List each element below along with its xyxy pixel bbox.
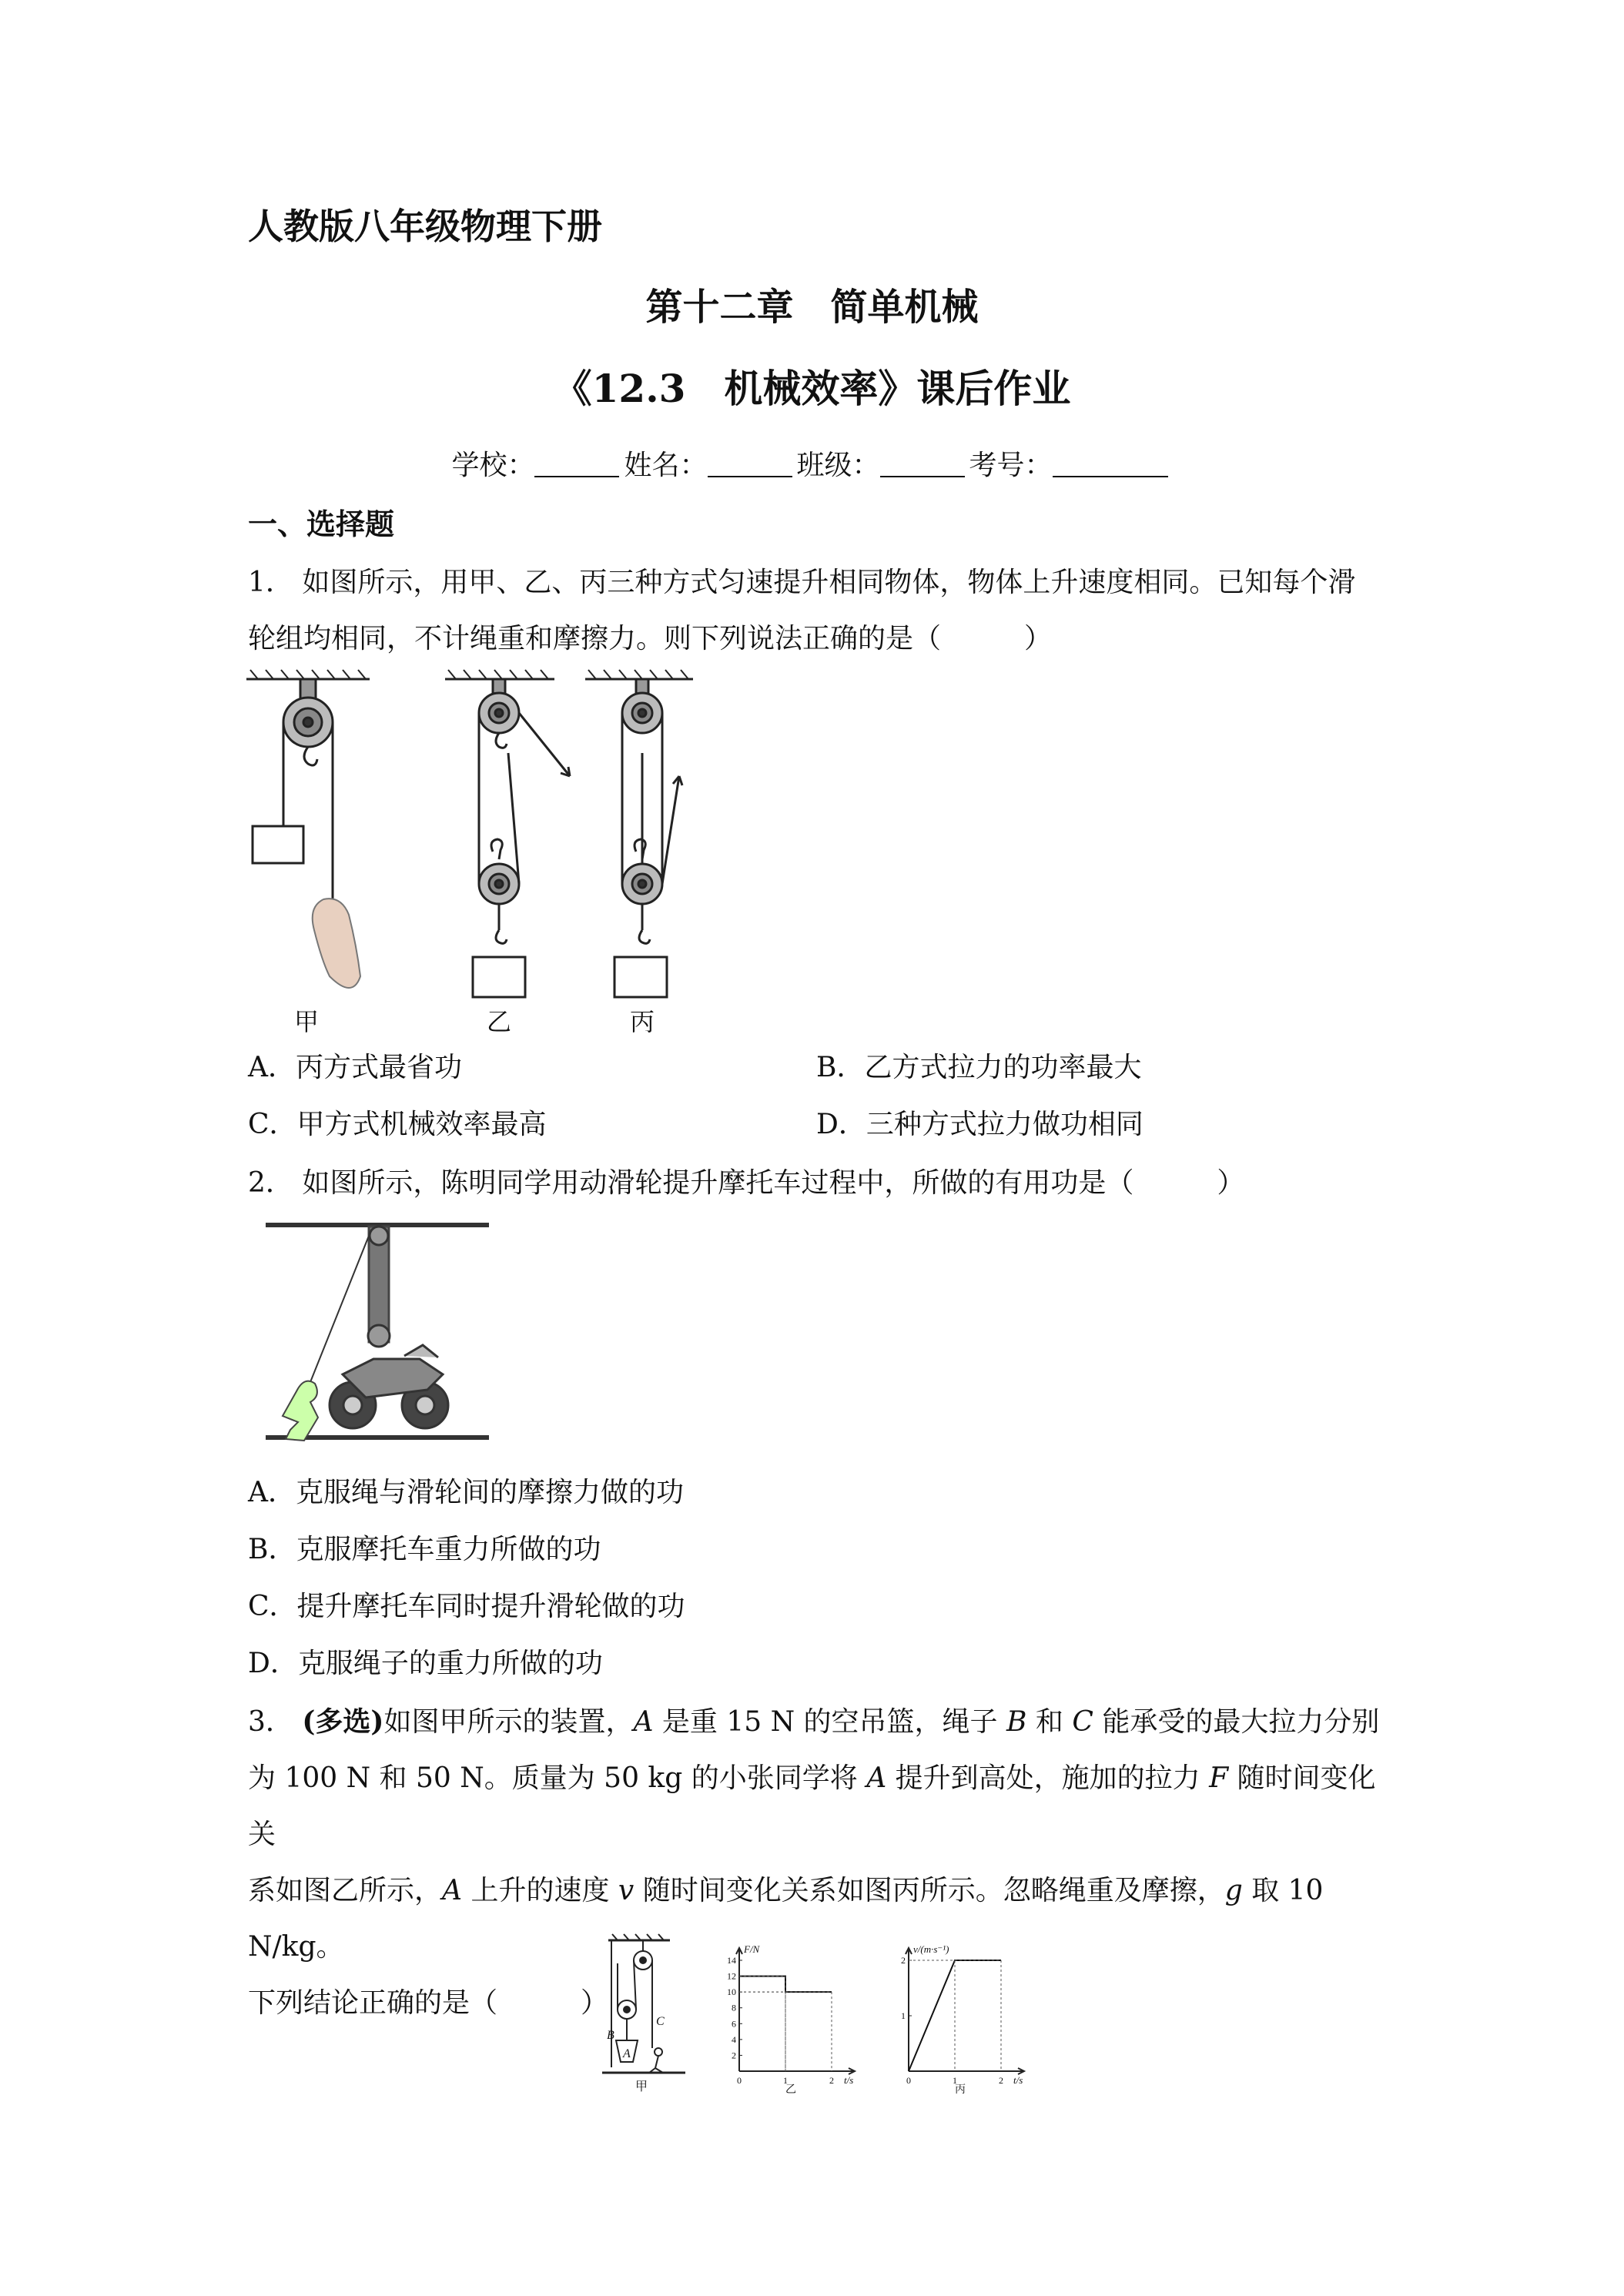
class-field[interactable] [880,453,965,477]
q3-velocity-chart [886,1933,1047,2094]
force-chart-ylabel: F/N [744,1943,760,1955]
q1-option-d[interactable]: D．三种方式拉力做功相同 [816,1109,1143,1140]
force-chart-ytick-label: 14 [727,1955,736,1966]
velocity-chart-ylabel: v/(m·s⁻¹) [913,1943,949,1955]
q3-text: 随时间变化关系如图丙所示。忽略绳重及摩擦， [634,1875,1225,1906]
q1-label-yi: 乙 [487,1008,512,1036]
q2-line1: 如图所示，陈明同学用动滑轮提升摩托车过程中，所做的有用功是（ ） [302,1167,1245,1199]
velocity-chart-xtick-label: 0 [906,2075,911,2086]
q1-number: 1． [248,567,293,598]
q3-text: 如图甲所示的装置， [383,1706,634,1738]
q1-option-b[interactable]: B．乙方式拉力的功率最大 [816,1052,1142,1083]
force-chart-ytick-label: 6 [732,2018,736,2030]
student-info-row [0,443,1624,483]
force-chart-ytick-label: 2 [732,2050,736,2061]
school-label: 学校： [451,450,535,481]
q3-text: 取 10 N/kg。 [248,1875,1324,1963]
q3-var-b: B [1006,1706,1027,1738]
q2-option-a[interactable]: A．克服绳与滑轮间的摩擦力做的功 [248,1477,684,1508]
force-chart-ytick-label: 10 [727,1986,736,1998]
force-chart-title: 乙 [785,2084,796,2094]
q1-line2: 轮组均相同，不计绳重和摩擦力。则下列说法正确的是（ ） [248,623,1053,654]
q3-var-c: C [1072,1706,1093,1738]
q3-apparatus-label-c: C [656,2015,665,2028]
q1-pulley-figure [246,668,693,1038]
q3-var-a: A [442,1875,463,1906]
force-chart-ytick-label: 8 [732,2002,736,2013]
q1-option-c[interactable]: C．甲方式机械效率最高 [248,1109,547,1140]
section-title: 一、选择题 [248,507,395,541]
q2-option-b[interactable]: B．克服摩托车重力所做的功 [248,1534,601,1565]
force-chart-xtick-label: 0 [737,2075,742,2086]
q1-label-jia: 甲 [294,1008,320,1036]
school-field[interactable] [534,453,619,477]
question-2 [248,1155,1388,1211]
q3-var-g: g [1224,1875,1243,1906]
q3-apparatus-figure [601,1933,716,2094]
q3-apparatus-label-a: A [623,2047,631,2060]
q3-var-f: F [1209,1762,1229,1794]
force-chart-xtick-label: 2 [829,2075,834,2086]
exam-no-label: 考号： [969,450,1053,481]
main-title: 人教版八年级物理下册 [248,206,602,247]
q3-text: 提升到高处，施加的拉力 [886,1762,1210,1794]
q3-text: 和 [1026,1706,1073,1738]
class-label: 班级： [796,450,880,481]
force-chart-xlabel: t/s [844,2074,854,2086]
velocity-chart-ytick-label: 2 [901,1955,906,1966]
velocity-chart-xtick-label: 2 [999,2075,1003,2086]
lesson-title: 《12.3 机械效率》课后作业 [553,366,1071,411]
q2-option-d[interactable]: D．克服绳子的重力所做的功 [248,1648,603,1679]
name-field[interactable] [708,453,792,477]
q3-text: 是重 15 N 的空吊篮，绳子 [653,1706,1006,1738]
q3-force-chart [716,1933,878,2094]
q2-option-c[interactable]: C．提升摩托车同时提升滑轮做的功 [248,1591,685,1622]
force-chart-series-line [739,1976,832,1993]
force-chart-ytick-label: 4 [732,2033,736,2045]
q3-text: 系如图乙所示， [248,1875,443,1906]
q3-line4: 下列结论正确的是（ ） [248,1987,609,2019]
q3-apparatus-label-b: B [607,2029,614,2042]
q1-line1: 如图所示，用甲、乙、丙三种方式匀速提升相同物体，物体上升速度相同。已知每个滑 [302,567,1356,598]
velocity-chart-title: 丙 [955,2084,966,2094]
q1-label-bing: 丙 [630,1008,655,1036]
force-chart-xtick-label: 1 [783,2075,788,2086]
velocity-chart-ytick-label: 1 [901,2010,906,2021]
name-label: 姓名： [624,450,708,481]
chapter-title: 第十二章 简单机械 [645,286,979,329]
q3-var-a: A [866,1762,887,1794]
velocity-chart-xlabel: t/s [1013,2074,1023,2086]
q3-label-jia: 甲 [635,2080,648,2094]
velocity-chart-xtick-label: 1 [953,2075,957,2086]
q3-var-a: A [633,1706,654,1738]
exam-no-field[interactable] [1053,453,1168,477]
q3-text: 随时间变化关 [248,1762,1376,1850]
q1-option-a[interactable]: A．丙方式最省功 [248,1052,462,1083]
force-chart-ytick-label: 12 [727,1970,736,1982]
q3-text: 上升的速度 [462,1875,618,1906]
q3-var-v: v [618,1875,635,1906]
q2-number: 2． [248,1167,293,1199]
question-1 [248,554,1388,667]
q2-motorcycle-figure [266,1220,489,1451]
q3-text: 能承受的最大拉力分别 [1093,1706,1380,1738]
q3-text: 为 100 N 和 50 N。质量为 50 kg 的小张同学将 [248,1762,867,1794]
q3-number: 3． [248,1706,293,1738]
q3-tag: (多选) [302,1705,384,1738]
